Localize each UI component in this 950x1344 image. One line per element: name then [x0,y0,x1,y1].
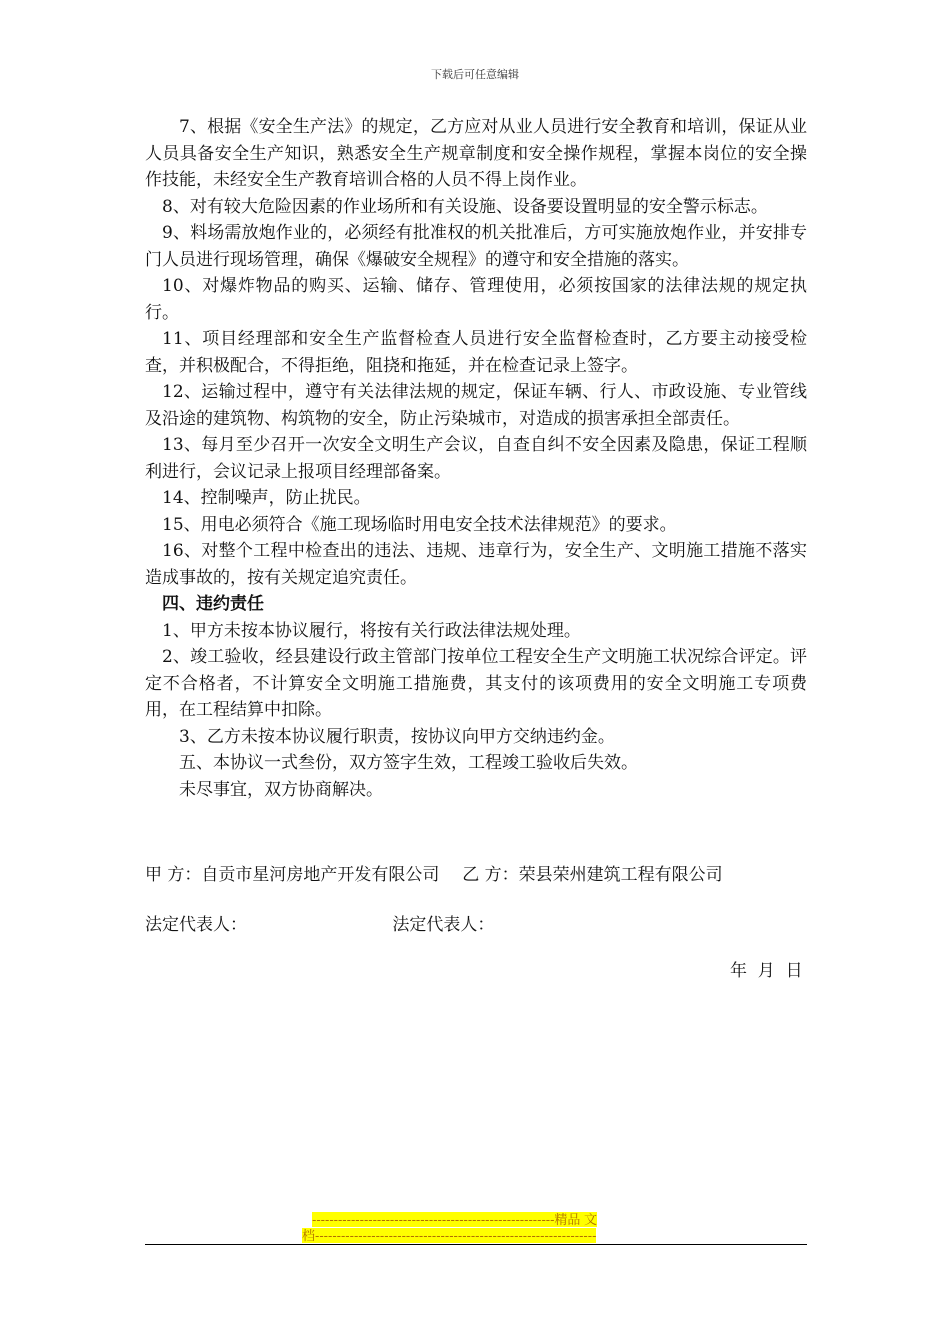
clause-paragraph: 1、甲方未按本协议履行，将按有关行政法律法规处理。 [162,620,581,641]
party-row [145,860,723,885]
party-a-name: 甲 方：自贡市星河房地产开发有限公司 [145,865,440,885]
clause-paragraph: 2、竣工验收，经县建设行政主管部门按单位工程安全生产文明施工状况综合评定。评定不合格者，不计算安全文明施工措施费，其支付的该项费用的安全文明施工专项费用，在工程结算中扣除。 [145,647,807,720]
clause-paragraph: 8、对有较大危险因素的作业场所和有关设施、设备要设置明显的安全警示标志。 [162,196,768,217]
party-a-representative: 法定代表人： [145,915,247,935]
clause-paragraph: 12、运输过程中，遵守有关法律法规的规定，保证车辆、行人、市政设施、专业管线及沿途的建筑物、构筑物的安全，防止污染城市，对造成的损害承担全部责任。 [145,382,807,429]
clause-paragraph: 10、对爆炸物品的购买、运输、储存、管理使用，必须按国家的法律法规的规定执行。 [145,276,807,323]
signing-date: 年 月 日 [730,961,803,981]
clause-paragraph: 3、乙方未按本协议履行职责，按协议向甲方交纳违约金。 [179,726,615,747]
clause-paragraph: 16、对整个工程中检查出的违法、违规、违章行为，安全生产、文明施工措施不落实造成事故的，按有关规定追究责任。 [145,541,807,588]
footer-watermark [302,1212,649,1244]
clause-paragraph: 11、项目经理部和安全生产监督检查人员进行安全监督检查时，乙方要主动接受检查，并积极配合，不得拒绝，阻挠和拖延，并在检查记录上签字。 [145,329,807,376]
footer-line-1: --------------------------------------------------------精品 文 [312,1212,598,1227]
clause-paragraph: 未尽事宜，双方协商解决。 [179,779,383,800]
party-b-representative: 法定代表人： [392,915,495,935]
page-header: 下载后可任意编辑 [431,68,519,81]
clause-paragraph: 14、控制噪声，防止扰民。 [162,488,371,508]
footer-line-2: 档----------------------------------------------------------------- [302,1228,597,1243]
clause-paragraph: 7、根据《安全生产法》的规定，乙方应对从业人员进行安全教育和培训，保证从业人员具备安全生产知识，熟悉安全生产规章制度和安全操作规程，掌握本岗位的安全操作技能，未经安全生产教育培训合格的人员不得上岗作业。 [145,117,807,190]
footer-divider [145,1244,807,1245]
party-b-name: 乙 方：荣县荣州建筑工程有限公司 [462,865,723,885]
document-body [145,114,807,803]
clause-paragraph: 13、每月至少召开一次安全文明生产会议，自查自纠不安全因素及隐患，保证工程顺利进行，会议记录上报项目经理部备案。 [145,435,807,482]
clause-paragraph: 五、本协议一式叁份，双方签字生效，工程竣工验收后失效。 [179,753,638,773]
clause-paragraph: 9、料场需放炮作业的，必须经有批准权的机关批准后，方可实施放炮作业，并安排专门人员进行现场管理，确保《爆破安全规程》的遵守和安全措施的落实。 [145,223,807,270]
representative-row [145,910,494,935]
clause-paragraph: 15、用电必须符合《施工现场临时用电安全技术法律规范》的要求。 [162,514,677,535]
section-heading: 四、违约责任 [162,594,264,614]
